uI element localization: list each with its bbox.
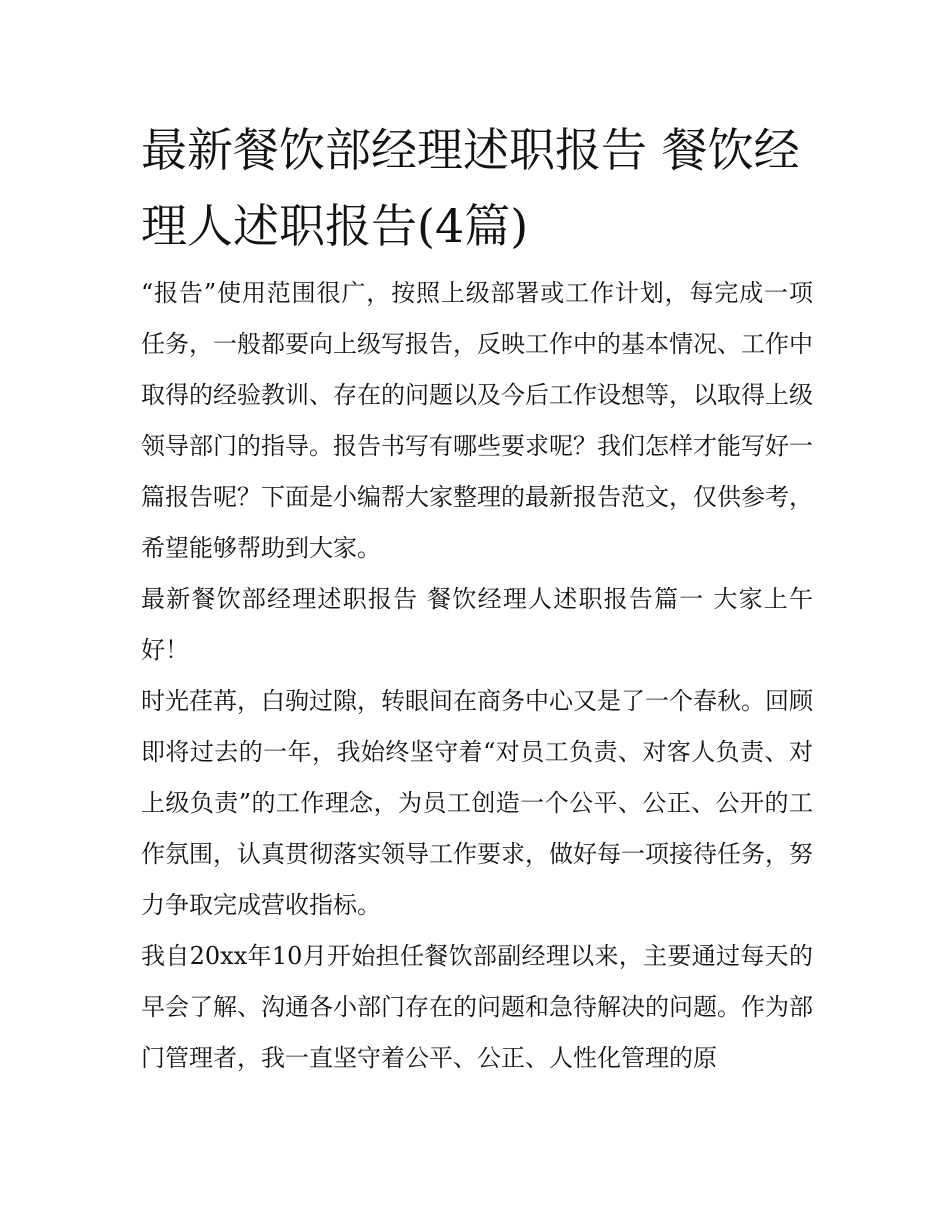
document-title: 最新餐饮部经理述职报告 餐饮经理人述职报告(4篇) <box>141 123 800 253</box>
paragraph-review: 时光荏苒，白驹过隙，转眼间在商务中心又是了一个春秋。回顾即将过去的一年，我始终坚守着“对员工负责、对客人负责、对上级负责”的工作理念，为员工创造一个公平、公正、公开的工作氛围，认真贯彻落实领导工作要求，做好每一项接待任务，努力争取完成营收指标。 <box>141 687 813 919</box>
paragraph-work-summary: 我自20xx年10月开始担任餐饮部副经理以来，主要通过每天的早会了解、沟通各小部门存在的问题和急待解决的问题。作为部门管理者，我一直坚守着公平、公正、人性化管理的原 <box>141 942 813 1072</box>
paragraph-section-heading: 最新餐饮部经理述职报告 餐饮经理人述职报告篇一 大家上午好！ <box>141 585 813 664</box>
document-body <box>141 268 813 1084</box>
paragraph-intro: “报告”使用范围很广，按照上级部署或工作计划，每完成一项任务，一般都要向上级写报告，反映工作中的基本情况、工作中取得的经验教训、存在的问题以及今后工作设想等，以取得上级领导部门的指导。报告书写有哪些要求呢？我们怎样才能写好一篇报告呢？下面是小编帮大家整理的最新报告范文，仅供参考，希望能够帮助到大家。 <box>141 279 813 562</box>
document-page <box>141 112 813 1084</box>
